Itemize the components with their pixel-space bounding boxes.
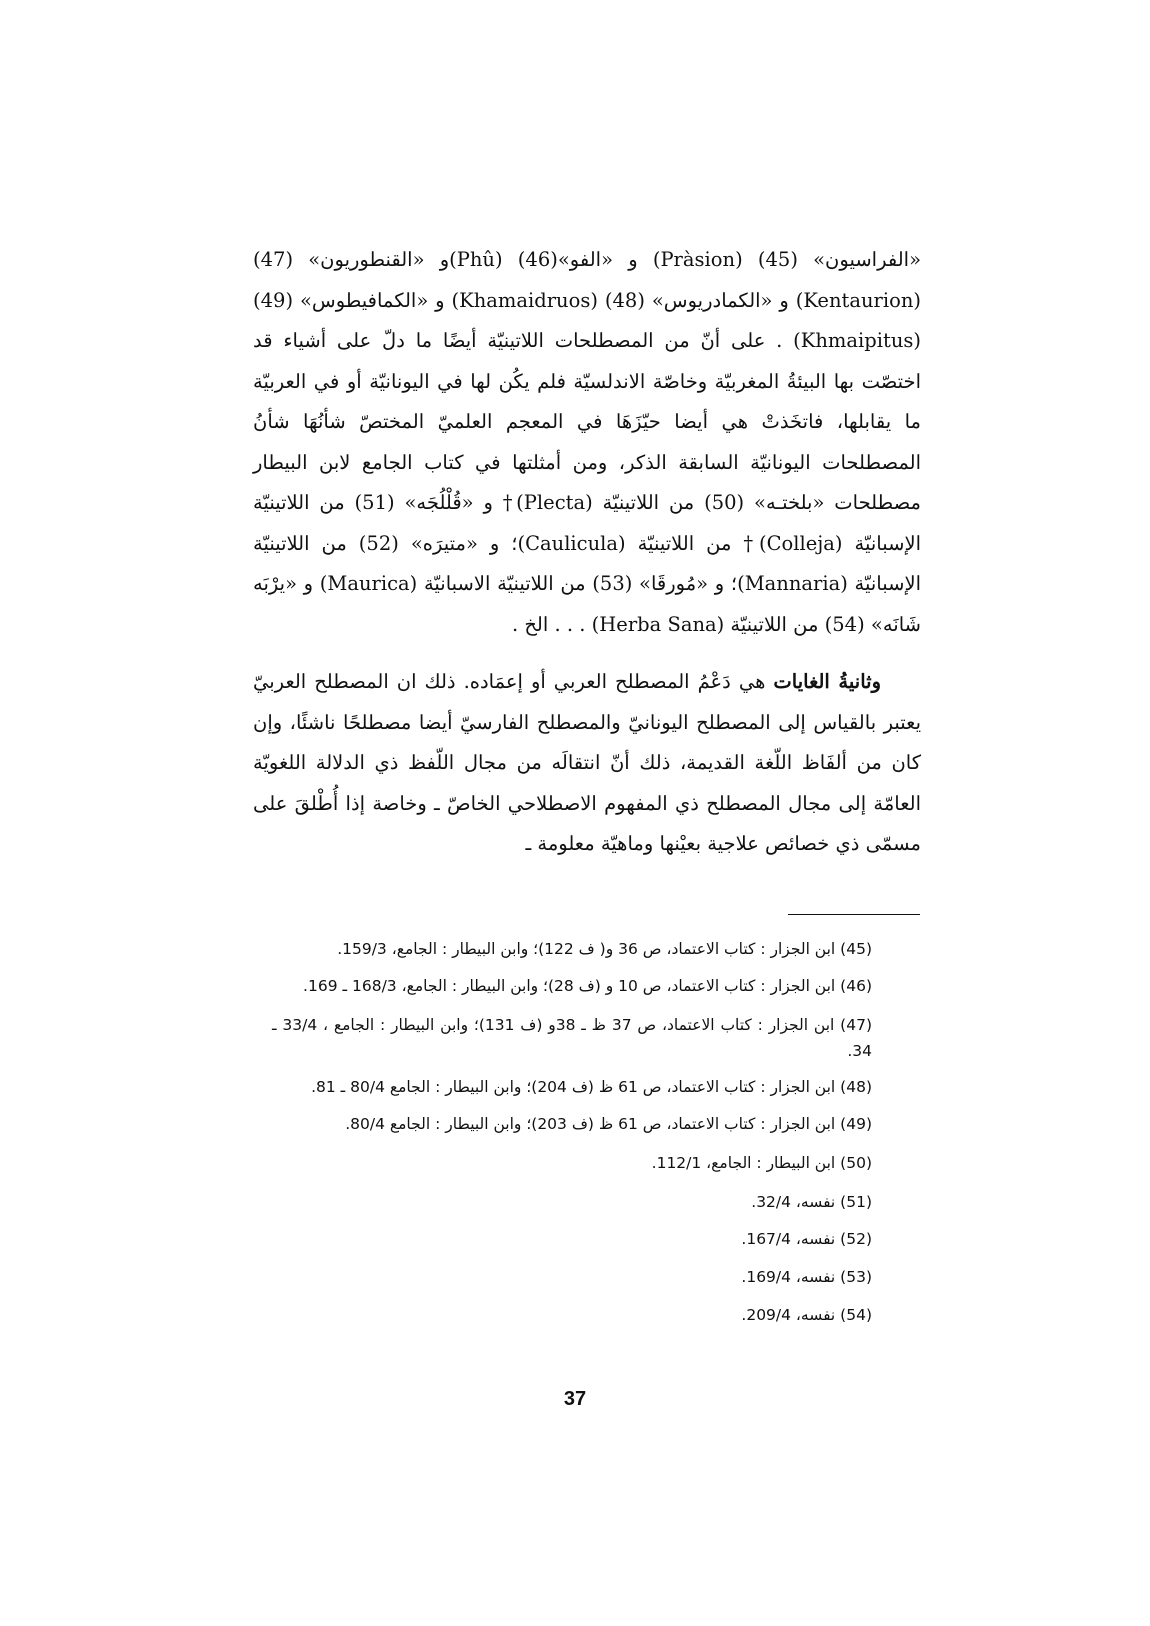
footnote-48: (48) ابن الجزار : كتاب الاعتماد، ص 61 ظ (ف 204)؛ وابن البيطار : الجامع 80/4 ـ 81. (311, 1078, 872, 1096)
footnote-52: (52) نفسه، 167/4. (741, 1230, 872, 1248)
paragraph-lead: وثانيةُ الغايات (773, 670, 881, 693)
footnote-46: (46) ابن الجزار : كتاب الاعتماد، ص 10 و (ف 28)؛ وابن البيطار : الجامع، 168/3 ـ 169. (303, 977, 872, 995)
footnote-50: (50) ابن البيطار : الجامع، 112/1. (651, 1154, 872, 1172)
paragraph-text: هي دَعْمُ المصطلح العربي أو إعمَاده. ذلك ان المصطلح العربيّ يعتبر بالقياس إلى المصطلح اليونانيّ والمصطلح الفارسيّ أيضا مصطلحًا ناشئًا، وإن كان من ألفَاظ اللّغة القديمة، ذلك أنّ انتقالَه من مجال اللّفظ ذي الدلالة اللغويّة العامّة إلى مجال المصطلح ذي المفهوم الاصطلاحي الخاصّ ـ وخاصة إذا أُطْلقَ على مسمّى ذي خصائص علاجية بعيْنها وماهيّة معلومة ـ (253, 670, 921, 855)
footnote-45: (45) ابن الجزار : كتاب الاعتماد، ص 36 و( ف 122)؛ وابن البيطار : الجامع، 159/3. (337, 940, 872, 958)
body-paragraph-1: «الفراسيون» (45) (Pràsion) و «الفو»(46) (Phû)و «القنطوريون» (47) (Kentaurion) و «الكمادريوس» (48) (Khamaidruos) و «الكمافيطوس» (49) (Khmaipitus) . على أنّ من المصطلحات اللاتينيّة أيضًا ما دلّ على أشياء قد اختصّت بها البيئةُ المغربيّة وخاصّة الاندلسيّة فلم يكُن لها في اليونانيّة أو في العربيّة ما يقابلها، فاتخَذتْ هي أيضا حيّزَهَا في المعجم العلميّ المختصّ شأنُهَا شأنُ المصطلحات اليونانيّة السابقة الذكر، ومن أمثلتها في كتاب الجامع لابن البيطار مصطلحات «بلختـه» (50) من اللاتينيّة (Plecta)† و «قُلْلُجَه» (51) من اللاتينيّة الإسبانيّة (Colleja)† من اللاتينيّة (Caulicula)؛ و «متيرَه» (52) من اللاتينيّة الإسبانيّة (Mannaria)؛ و «مُورقَا» (53) من اللاتينيّة الاسبانيّة (Maurica) و «يرْبَه شَانَه» (54) من اللاتينيّة (Herba Sana) . . . الخ . (253, 248, 922, 636)
footnote-47: (47) ابن الجزار : كتاب الاعتماد، ص 37 ظ ـ 38و (ف 131)؛ وابن البيطار : الجامع ، 33/4 ـ 34. (272, 1016, 872, 1060)
footnote-51: (51) نفسه، 32/4. (751, 1193, 872, 1211)
footnote-53: (53) نفسه، 169/4. (741, 1268, 872, 1286)
footnote-54: (54) نفسه، 209/4. (741, 1306, 872, 1324)
body-paragraph-2 (253, 662, 921, 865)
footnote-separator (788, 914, 920, 915)
footnote-49: (49) ابن الجزار : كتاب الاعتماد، ص 61 ظ (ف 203)؛ وابن البيطار : الجامع 80/4. (345, 1115, 872, 1133)
page-number: 37 (563, 1388, 587, 1410)
